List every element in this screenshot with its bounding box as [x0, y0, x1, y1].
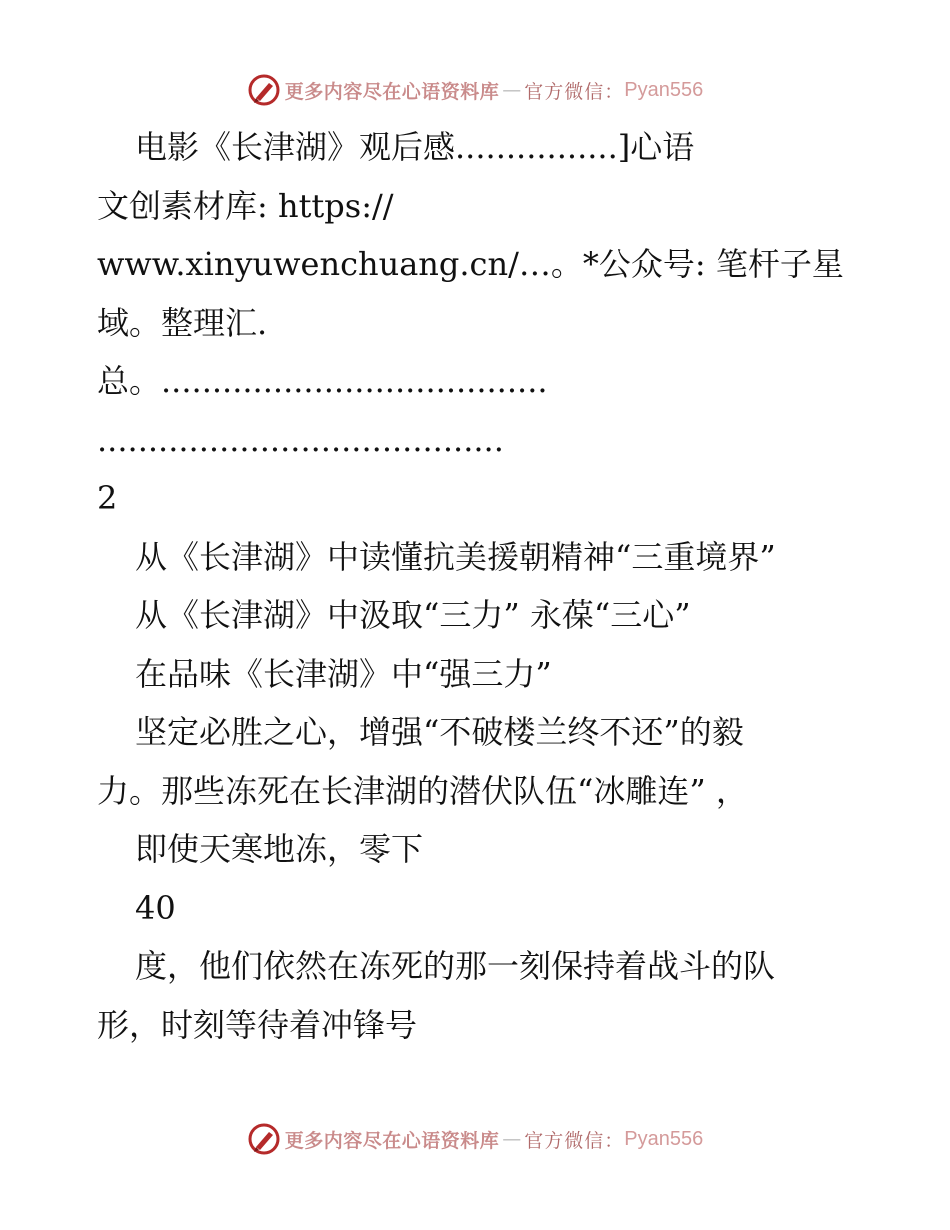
- text-line-paragraph: 形，时刻等待着冲锋号: [97, 1005, 418, 1044]
- banner-wechat-label: 官方微信：: [524, 80, 625, 103]
- text-line-paragraph: 坚定必胜之心，增强“不破楼兰终不还”的毅: [135, 713, 744, 751]
- text-line-paragraph: 度，他们依然在冻死的那一刻保持着战斗的队: [135, 947, 776, 985]
- banner-wechat-label: 官方微信：: [524, 1129, 625, 1152]
- text-line: 文创素材库: https://: [97, 186, 394, 225]
- pen-logo-icon: [247, 1122, 281, 1156]
- text-line-paragraph: 力。那些冻死在长津湖的潜伏队伍“冰雕连” ，: [97, 771, 748, 810]
- toc-dots-line: 总。......................................: [97, 362, 548, 400]
- footer-watermark-banner: [0, 1119, 950, 1159]
- document-body: [97, 118, 847, 1054]
- header-watermark-banner: [0, 70, 950, 110]
- banner-dash: —: [502, 79, 522, 101]
- text-line-heading: 从《长津湖》中读懂抗美援朝精神“三重境界”: [135, 537, 776, 576]
- toc-dots-line: ........................................: [97, 420, 504, 459]
- text-line-heading: 从《长津湖》中汲取“三力” 永葆“三心”: [135, 596, 691, 634]
- text-line-url: www.xinyuwenchuang.cn/…。*公众号: 笔杆子星: [97, 245, 844, 283]
- banner-slogan: 更多内容尽在心语资料库: [284, 80, 500, 103]
- pen-logo-icon: [247, 73, 281, 107]
- toc-page-number: 2: [97, 479, 118, 517]
- banner-slogan: 更多内容尽在心语资料库: [284, 1129, 500, 1152]
- banner-wechat-id: Pyan556: [624, 1127, 704, 1150]
- banner-wechat-id: Pyan556: [624, 78, 704, 101]
- text-line: 域。整理汇.: [97, 303, 268, 342]
- text-line-heading: 在品味《长津湖》中“强三力”: [135, 654, 552, 693]
- text-line-number: 40: [135, 888, 176, 927]
- text-line-title: 电影《长津湖》观后感................]心语: [135, 128, 695, 166]
- text-line-paragraph: 即使天寒地冻，零下: [135, 830, 424, 868]
- banner-dash: —: [502, 1128, 522, 1150]
